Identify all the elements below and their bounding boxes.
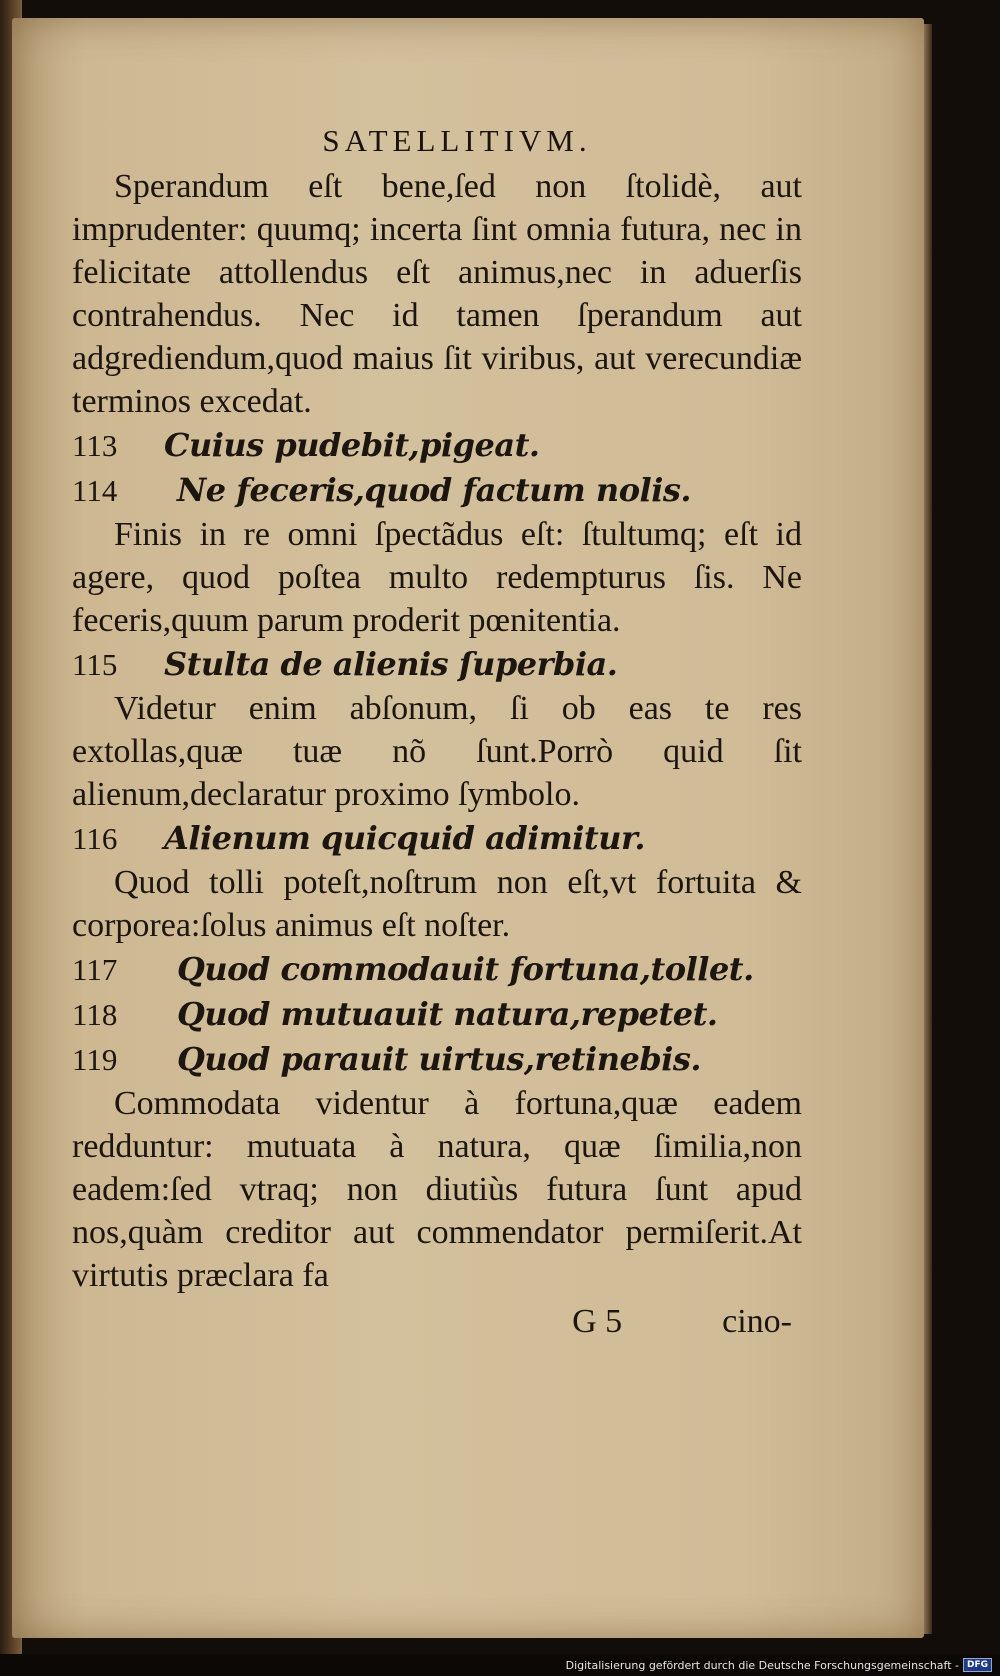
paragraph-5: Commodata videntur à fortuna,quæ eadem redduntur: mutuata à natura, quæ ſimilia,non eadem:ſed vtraq; non diutiùs futura ſunt apud nos,quàm creditor aut commendator permiſerit.At virtutis præclara fa: [72, 1085, 802, 1294]
maxim-text: Quod parauit uirtus,retinebis.: [177, 1040, 701, 1078]
maxim-number: 117: [72, 952, 118, 987]
maxim-text: Cuius pudebit,pigeat.: [164, 426, 540, 464]
dfg-logo-icon: DFG: [963, 1658, 992, 1672]
paragraph-1: Sperandum eſt bene,ſed non ſtolidè, aut imprudenter: quumq; incerta ſint omnia futura, nec in felicitate attollendus eſt animus,nec in aduerſis contrahendus. Nec id tamen ſperandum aut adgrediendum,quod maius ſit viribus, aut verecundiæ terminos excedat.: [72, 168, 802, 420]
text-block: [72, 123, 802, 1344]
paragraph-3: Videtur enim abſonum, ſi ob eas te res extollas,quæ tuæ nõ ſunt.Porrò quid ſit alienum,declaratur proximo ſymbolo.: [72, 690, 802, 813]
digitization-attribution: [566, 1658, 992, 1672]
running-head: SATELLITIVM.: [322, 123, 592, 158]
page-footer: [72, 1299, 802, 1344]
maxim-text: Stulta de alienis ſuperbia.: [164, 645, 618, 683]
maxim-117: [72, 947, 802, 992]
maxim-text: Ne feceris,quod factum nolis.: [177, 471, 691, 509]
maxim-number: 118: [72, 997, 118, 1032]
maxim-number: 114: [72, 473, 118, 508]
maxim-119: [72, 1037, 802, 1082]
paragraph-4: Quod tolli poteſt,noſtrum non eſt,vt fortuita & corporea:ſolus animus eſt noſter.: [72, 864, 802, 944]
paragraph-2: Finis in re omni ſpectãdus eſt: ſtultumq; eſt id agere, quod poſtea multo redempturus ſis. Ne feceris,quum parum proderit pœnitentia.: [72, 516, 802, 639]
maxim-text: Quod mutuauit natura,repetet.: [177, 995, 718, 1033]
maxim-number: 115: [72, 647, 118, 682]
maxim-number: 116: [72, 821, 118, 856]
catchword: cino-: [722, 1303, 792, 1340]
book-page: [12, 18, 924, 1638]
page-edge: [924, 24, 932, 1634]
maxim-113: [72, 423, 802, 468]
maxim-number: 113: [72, 428, 118, 463]
maxim-text: Quod commodauit fortuna,tollet.: [177, 950, 754, 988]
maxim-114: [72, 468, 802, 513]
signature-mark: G 5: [572, 1303, 623, 1340]
maxim-number: 119: [72, 1042, 118, 1077]
maxim-116: [72, 816, 802, 861]
maxim-118: [72, 992, 802, 1037]
attribution-text: Digitalisierung gefördert durch die Deutsche Forschungsgemeinschaft -: [565, 1658, 959, 1672]
maxim-115: [72, 642, 802, 687]
maxim-text: Alienum quicquid adimitur.: [164, 819, 646, 857]
